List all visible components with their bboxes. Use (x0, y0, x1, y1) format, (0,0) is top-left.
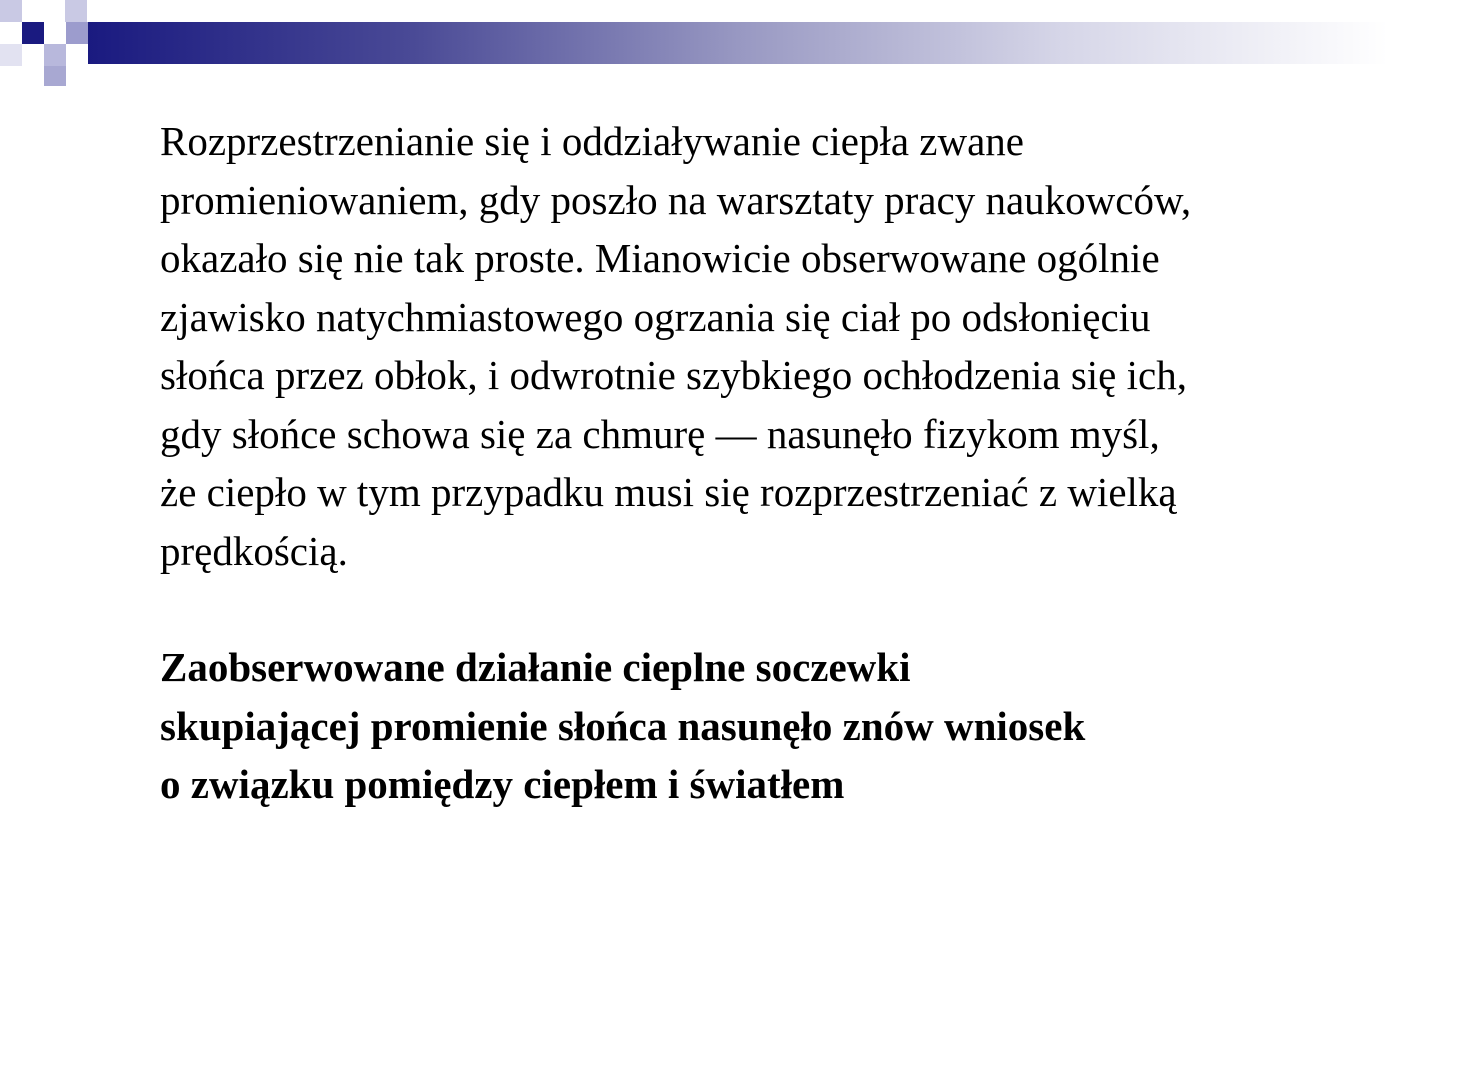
text-line: słońca przez obłok, i odwrotnie szybkiego ochłodzenia się ich, (160, 352, 1187, 398)
paragraph-spacer (160, 580, 1400, 638)
bold-text-line: skupiającej promienie słońca nasunęło znów wniosek (160, 702, 1086, 749)
text-line: Rozprzestrzenianie się i oddziaływanie ciepła zwane (160, 118, 1025, 164)
header-decoration (0, 0, 1484, 90)
slide-content (160, 112, 1400, 814)
decorative-square (0, 44, 22, 66)
bold-text-line: Zaobserwowane działanie cieplne soczewki (160, 644, 911, 690)
body-paragraph (160, 112, 1400, 580)
text-line: zjawisko natychmiastowego ogrzania się ciał po odsłonięciu (160, 293, 1151, 340)
decorative-square (0, 0, 22, 22)
text-line: że ciepło w tym przypadku musi się rozprzestrzeniać z wielką (160, 469, 1177, 515)
header-gradient-bar (88, 22, 1388, 64)
text-line: prędkością. (160, 527, 348, 574)
text-line: okazało się nie tak proste. Mianowicie obserwowane ogólnie (160, 235, 1160, 281)
decorative-square (44, 66, 66, 86)
bold-paragraph (160, 638, 1400, 814)
decorative-square (65, 0, 87, 22)
decorative-square (44, 44, 66, 66)
text-line: promieniowaniem, gdy poszło na warsztaty pracy naukowców, (160, 176, 1192, 223)
bold-text-line: o związku pomiędzy ciepłem i światłem (160, 761, 845, 807)
decorative-square (66, 22, 88, 44)
decorative-square (22, 22, 44, 44)
text-line: gdy słońce schowa się za chmurę — nasunęło fizykom myśl, (160, 410, 1160, 457)
